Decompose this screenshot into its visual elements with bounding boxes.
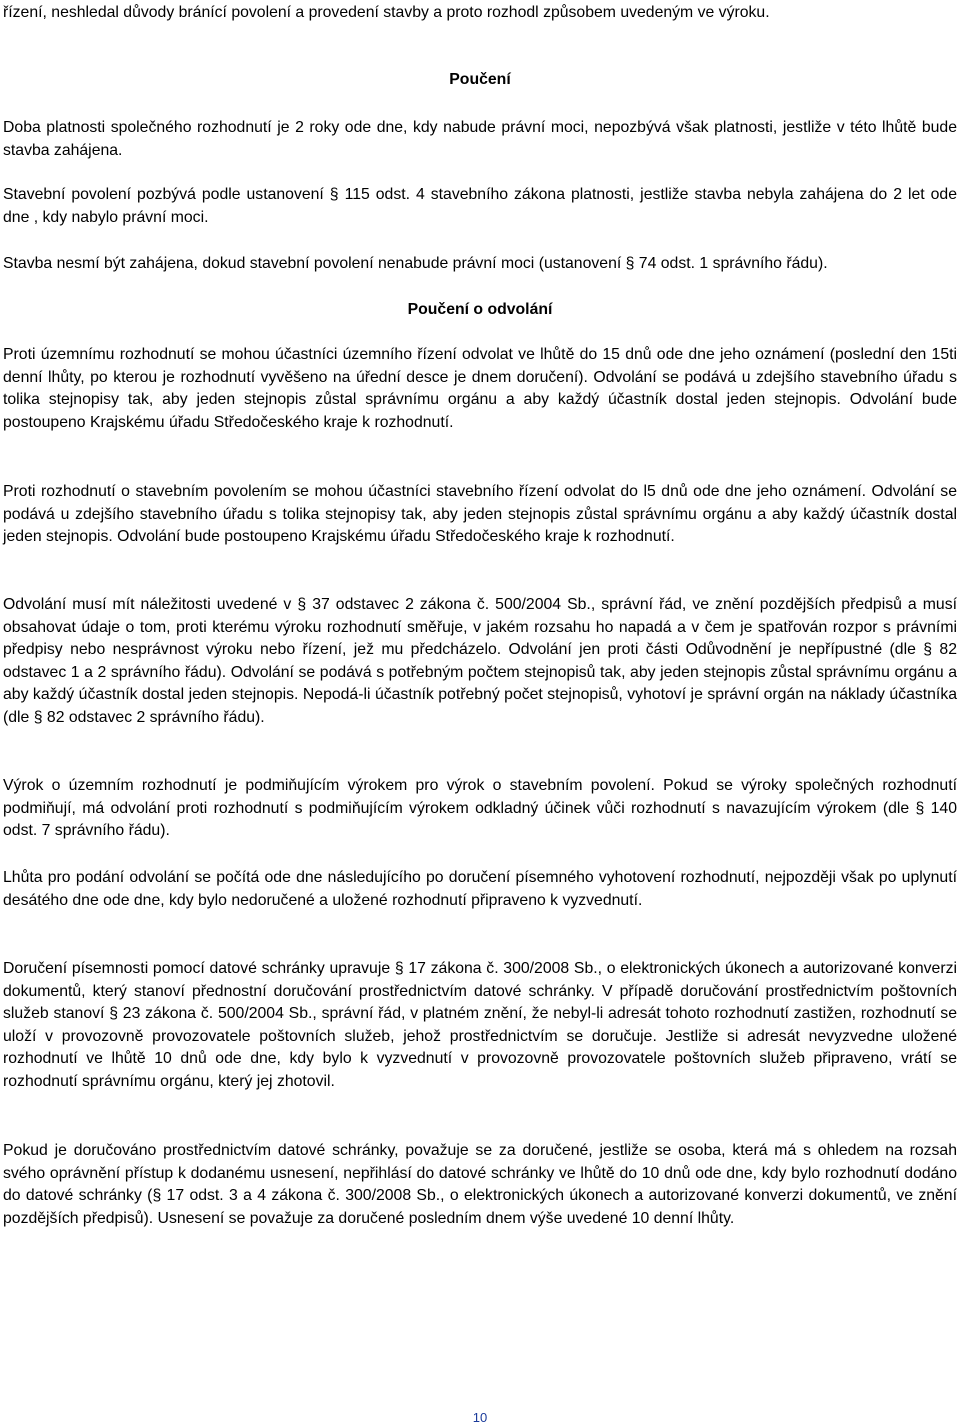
paragraph-doruceni: Doručení písemnosti pomocí datové schránky upravuje § 17 zákona č. 300/2008 Sb., o elektronických úkonech a autorizované konverzi dokumentů, který stanoví přednostní doručování prostřednictvím datové schránky. V případě doručování prostřednictvím poštovních služeb stanoví § 23 zákona č. 500/2004 Sb., správní řád, v platném znění, že nebyl-li adresát tohoto rozhodnutí zastižen, rozhodnutí se uloží v provozovně provozovatele poštovních služeb, jehož prostřednictvím se doručuje. Jestliže si adresát nevyzvedne uložené rozhodnutí ve lhůtě 10 dnů ode dne, kdy bylo k vyzvednutí v provozovně provozovatele poštovních služeb připraveno, vrátí se rozhodnutí správnímu orgánu, který jej zhotovil. bbox=[3, 960, 957, 1090]
page-number: 10 bbox=[472, 1410, 488, 1425]
paragraph-nalezitosti-odvolani: Odvolání musí mít náležitosti uvedené v § 37 odstavec 2 zákona č. 500/2004 Sb., správní řád, ve znění pozdějších předpisů a musí obsahovat údaje o tom, proti kterému výroku rozhodnutí směřuje, v jakém rozsahu ho napadá a v čem je spatřován rozpor s právními předpisy nebo nesprávnost výroku nebo řízení, jež mu předcházelo. Odvolání jen proti části Odůvodnění je nepřípustné (dle § 82 odstavec 1 a 2 správního řádu). Odvolání se podává s potřebným počtem stejnopisů tak, aby jeden stejnopis zůstal správnímu orgánu a aby každý účastník dostal jeden stejnopis. Nepodá-li účastník potřebný počet stejnopisů, vyhotoví je správní orgán na náklady účastníka (dle § 82 odstavec 2 správního řádu). bbox=[3, 596, 957, 726]
heading-pouceni: Poučení bbox=[449, 71, 511, 88]
paragraph-vyrok: Výrok o územním rozhodnutí je podmiňujícím výrokem pro výrok o stavebním povolení. Pokud se výroky společných rozhodnutí podmiňují, má odvolání proti rozhodnutí s podmiňujícím výrokem odkladný účinek vůči rozhodnutí s navazujícím výrokem (dle § 140 odst. 7 správního řádu). bbox=[3, 777, 957, 840]
paragraph-platnost: Doba platnosti společného rozhodnutí je 2 roky ode dne, kdy nabude právní moci, nepozbývá však platnosti, jestliže v této lhůtě bude stavba zahájena. bbox=[3, 119, 957, 159]
paragraph-stavebni-povoleni: Stavební povolení pozbývá podle ustanovení § 115 odst. 4 stavebního zákona platnosti, jestliže stavba nebyla zahájena do 2 let ode dne , kdy nabylo právní moci. bbox=[3, 186, 957, 226]
paragraph-lhuta: Lhůta pro podání odvolání se počítá ode dne následujícího po doručení písemného vyhotovení rozhodnutí, nejpozději však po uplynutí desátého dne ode dne, kdy bylo nedoručené a uložené rozhodnutí připraveno k vyzvednutí. bbox=[3, 869, 957, 909]
paragraph-stavba-nesmi: Stavba nesmí být zahájena, dokud stavební povolení nenabude právní moci (ustanovení § 74 odst. 1 správního řádu). bbox=[3, 255, 828, 272]
paragraph-datova-schranka: Pokud je doručováno prostřednictvím datové schránky, považuje se za doručené, jestliže se osoba, která má s ohledem na rozsah svého oprávnění přístup k dodanému usnesení, nepřihlásí do datové schránky ve lhůtě do 10 dnů ode dne, kdy bylo rozhodnutí dodáno do datové schránky (§ 17 odst. 3 a 4 zákona č. 300/2008 Sb., o elektronických úkonech a autorizované konverzi dokumentů, ve znění pozdějších předpisů). Usnesení se považuje za doručené posledním dnem výše uvedené 10 denní lhůty. bbox=[3, 1142, 957, 1227]
paragraph-uzemni-rozhodnuti: Proti územnímu rozhodnutí se mohou účastníci územního řízení odvolat ve lhůtě do 15 dnů ode dne jeho oznámení (poslední den 15ti denní lhůty, po kterou je rozhodnutí vyvěšeno na úřední desce je dnem doručení). Odvolání se podává u zdejšího stavebního úřadu s tolika stejnopisy tak, aby jeden stejnopis zůstal správnímu orgánu a aby každý účastník dostal jeden stejnopis. Odvolání bude postoupeno Krajskému úřadu Středočeského kraje k rozhodnutí. bbox=[3, 346, 957, 431]
paragraph-stavebni-povoleni-odvolani: Proti rozhodnutí o stavebním povolením se mohou účastníci stavebního řízení odvolat do l5 dnů ode dne jeho oznámení. Odvolání se podává u zdejšího stavebního úřadu s tolika stejnopisy tak, aby jeden stejnopis zůstal správnímu orgánu a aby každý účastník dostal jeden stejnopis. Odvolání bude postoupeno Krajskému úřadu Středočeského kraje k rozhodnutí. bbox=[3, 483, 957, 546]
heading-pouceni-o-odvolani: Poučení o odvolání bbox=[407, 301, 553, 318]
continuation-paragraph: řízení, neshledal důvody bránící povolení a provedení stavby a proto rozhodl způsobem uvedeným ve výroku. bbox=[3, 4, 770, 21]
